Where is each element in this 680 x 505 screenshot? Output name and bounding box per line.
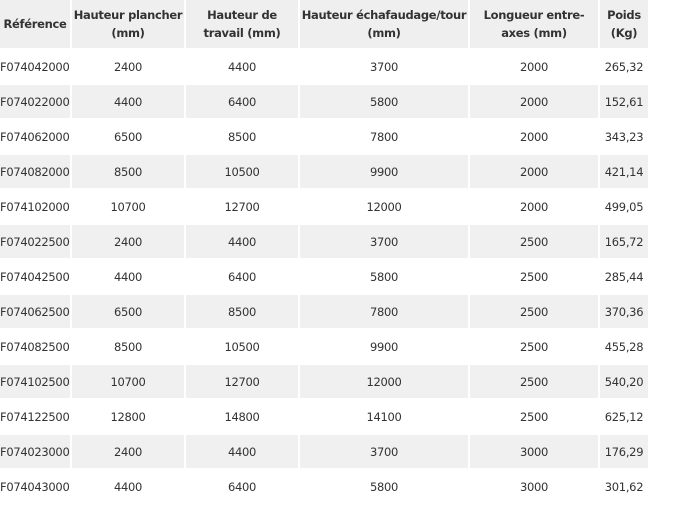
table-row (0, 435, 648, 468)
cell-axis-length: 2000 (519, 199, 549, 214)
table-row (0, 400, 648, 433)
cell-reference: F074082500 (0, 339, 70, 354)
cell-reference: F074102000 (0, 199, 70, 214)
cell-reference: F074023000 (0, 435, 70, 468)
cell-axis-length: 2500 (519, 339, 549, 354)
table-row (0, 225, 648, 258)
cell-reference: F074042000 (0, 59, 70, 74)
cell-floor-height: 4400 (113, 269, 143, 284)
header-working-height: Hauteur de travail (mm) (186, 0, 298, 48)
cell-reference: F074102500 (0, 365, 70, 398)
table-row (0, 365, 648, 398)
header-weight: Poids (Kg) (600, 0, 648, 48)
table-row (0, 85, 648, 118)
cell-floor-height: 10700 (110, 199, 146, 214)
cell-reference: F074062500 (0, 295, 70, 328)
cell-working-height: 4400 (186, 435, 298, 468)
cell-reference: F074082000 (0, 155, 70, 188)
cell-floor-height: 2400 (113, 59, 143, 74)
cell-reference: F074062000 (0, 129, 70, 144)
cell-working-height: 4400 (227, 59, 257, 74)
cell-weight: 455,28 (604, 339, 644, 354)
cell-weight: 265,32 (604, 59, 644, 74)
cell-weight: 499,05 (604, 199, 644, 214)
cell-axis-length: 2500 (470, 225, 598, 258)
cell-weight: 176,29 (600, 435, 648, 468)
cell-tower-height: 3700 (300, 225, 468, 258)
cell-axis-length: 2500 (470, 365, 598, 398)
cell-weight: 370,36 (600, 295, 648, 328)
cell-working-height: 10500 (224, 339, 260, 354)
cell-axis-length: 2500 (519, 269, 549, 284)
header-tower-height: Hauteur échafaudage/tour (mm) (300, 0, 468, 48)
cell-floor-height: 6500 (72, 295, 184, 328)
cell-reference: F074022000 (0, 85, 70, 118)
cell-working-height: 6400 (227, 269, 257, 284)
cell-tower-height: 3700 (300, 435, 468, 468)
cell-tower-height: 12000 (366, 199, 402, 214)
table-row (0, 50, 648, 83)
cell-working-height: 6400 (227, 479, 257, 494)
cell-axis-length: 2000 (519, 129, 549, 144)
header-reference: Référence (0, 0, 70, 48)
cell-floor-height: 12800 (110, 409, 146, 424)
cell-axis-length: 3000 (470, 435, 598, 468)
cell-floor-height: 4400 (113, 479, 143, 494)
table-row (0, 120, 648, 153)
cell-working-height: 4400 (186, 225, 298, 258)
cell-floor-height: 6500 (113, 129, 143, 144)
cell-axis-length: 2500 (470, 295, 598, 328)
cell-axis-length: 2000 (470, 85, 598, 118)
cell-weight: 540,20 (600, 365, 648, 398)
table-row (0, 295, 648, 328)
cell-floor-height: 8500 (72, 155, 184, 188)
cell-reference: F074043000 (0, 479, 70, 494)
cell-tower-height: 7800 (369, 129, 399, 144)
cell-tower-height: 3700 (369, 59, 399, 74)
cell-reference: F074022500 (0, 225, 70, 258)
cell-weight: 152,61 (600, 85, 648, 118)
cell-working-height: 10500 (186, 155, 298, 188)
header-floor-height: Hauteur plancher (mm) (72, 0, 184, 48)
cell-reference: F074042500 (0, 269, 70, 284)
cell-tower-height: 12000 (300, 365, 468, 398)
cell-weight: 343,23 (604, 129, 644, 144)
cell-floor-height: 2400 (72, 225, 184, 258)
cell-tower-height: 9900 (369, 339, 399, 354)
cell-axis-length: 2000 (519, 59, 549, 74)
cell-tower-height: 14100 (366, 409, 402, 424)
cell-axis-length: 2500 (519, 409, 549, 424)
cell-floor-height: 8500 (113, 339, 143, 354)
cell-tower-height: 5800 (369, 269, 399, 284)
cell-working-height: 12700 (224, 199, 260, 214)
cell-floor-height: 4400 (72, 85, 184, 118)
cell-weight: 625,12 (604, 409, 644, 424)
cell-working-height: 8500 (186, 295, 298, 328)
cell-working-height: 14800 (224, 409, 260, 424)
table-row (0, 330, 648, 363)
header-axis-length: Longueur entre-axes (mm) (470, 0, 598, 48)
table-row (0, 155, 648, 188)
table-header-row (0, 0, 648, 48)
cell-tower-height: 5800 (369, 479, 399, 494)
cell-weight: 165,72 (600, 225, 648, 258)
table-row (0, 190, 648, 223)
cell-weight: 301,62 (604, 479, 644, 494)
cell-floor-height: 10700 (72, 365, 184, 398)
cell-working-height: 6400 (186, 85, 298, 118)
cell-working-height: 8500 (227, 129, 257, 144)
cell-tower-height: 5800 (300, 85, 468, 118)
table-row (0, 470, 648, 503)
cell-floor-height: 2400 (72, 435, 184, 468)
cell-weight: 421,14 (600, 155, 648, 188)
table-row (0, 260, 648, 293)
cell-weight: 285,44 (604, 269, 644, 284)
cell-axis-length: 2000 (470, 155, 598, 188)
cell-tower-height: 7800 (300, 295, 468, 328)
cell-axis-length: 3000 (519, 479, 549, 494)
cell-tower-height: 9900 (300, 155, 468, 188)
cell-reference: F074122500 (0, 409, 70, 424)
cell-working-height: 12700 (186, 365, 298, 398)
